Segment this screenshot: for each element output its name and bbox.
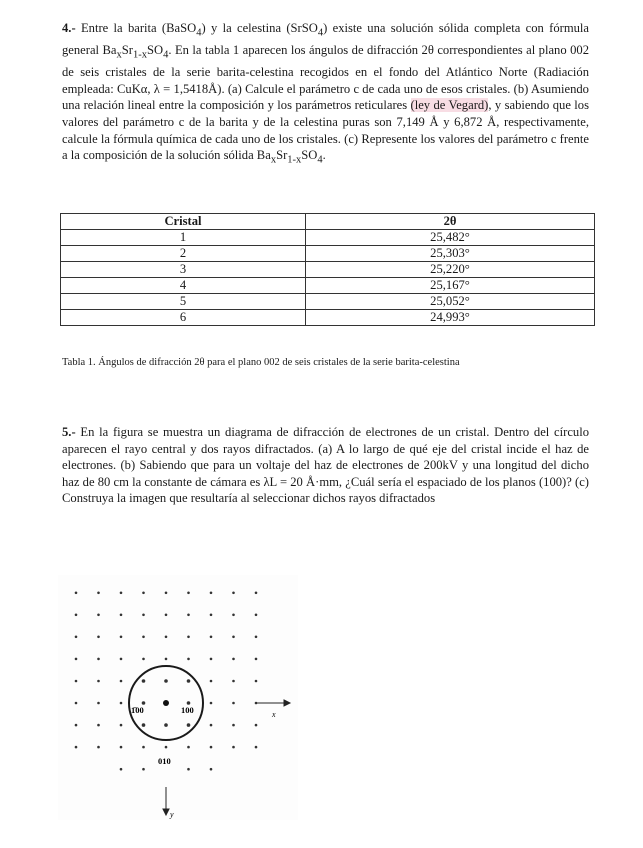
- diffraction-spot: [210, 658, 213, 661]
- diffraction-spot: [255, 614, 258, 617]
- diffraction-spot: [75, 724, 78, 727]
- diffraction-spot: [232, 592, 235, 595]
- table-cell-angle: 25,482°: [306, 230, 595, 246]
- p4-seg6: . En la tabla 1 aparecen los ángulos de difracción 2θ correspondientes al plano 002 de seis cristales de la serie barita-celestina recogidos en el fondo del Atlántico Norte (Radiación empleada: CuKα, λ = 1,5418Å). (a) Calcule el parámetro: [62, 43, 589, 96]
- diffraction-spot: [187, 592, 190, 595]
- diffraction-spot: [210, 746, 213, 749]
- table-cell-cristal: 2: [61, 246, 306, 262]
- diffraction-spot: [255, 724, 258, 727]
- table-cell-cristal: 1: [61, 230, 306, 246]
- p4-sub: x: [116, 49, 122, 61]
- diffraction-spot: [120, 724, 123, 727]
- label-100: 100: [181, 705, 194, 715]
- diffraction-spot: [97, 592, 100, 595]
- diffraction-spot: [164, 723, 168, 727]
- diffraction-spot: [187, 746, 190, 749]
- diffraction-spot: [142, 768, 145, 771]
- diffraction-spot: [164, 679, 168, 683]
- diffraction-spot: [210, 680, 213, 683]
- p4-seg12: .: [322, 148, 326, 163]
- diffraction-spot: [142, 679, 146, 683]
- diffraction-spot: [120, 768, 123, 771]
- label-010: 010: [158, 756, 171, 766]
- diffraction-spot: [187, 636, 190, 639]
- p4-seg10: Sr: [276, 148, 288, 163]
- diffraction-spot: [97, 702, 100, 705]
- problem-5-body: En la figura se muestra un diagrama de difracción de electrones de un cristal. Dentro del círculo aparecen el rayo central y dos rayos difractados. (a) A lo largo de qué eje del cristal incide el haz de electrones. (b) Sabiendo que para un voltaje del haz de electrones de 200kV y una longitud del dicho haz de 80 cm la constante de cámara es λL = 20 Å·mm, ¿Cuál sería el espaciado de los planos (100)? (c) Construya la imagen que resultaría al seleccionar dichos rayos difractados: [62, 425, 589, 506]
- diffraction-spot: [232, 746, 235, 749]
- p4-sub: 1-x: [132, 49, 147, 61]
- problem-4-text: [62, 20, 589, 169]
- x-axis-label: x: [272, 710, 276, 719]
- problem-5-number: 5.-: [62, 425, 76, 439]
- p4-seg9: , y sabiendo que los valores del parámetro c de la barita y de la celestina puras son 7,149 Å y 6,872 Å, respectivamente, calcule la fórmula química de cada uno de los cristales. (c) Represente los valores del parámetro c frente a la composición de la solución sólida Ba: [62, 98, 589, 163]
- diffraction-spot: [165, 746, 168, 749]
- diffraction-spot: [120, 636, 123, 639]
- p4-sub: 1-x: [287, 154, 302, 166]
- table-header-row: [61, 214, 595, 230]
- diffraction-spot: [255, 636, 258, 639]
- diffraction-spot: [232, 636, 235, 639]
- p4-sub: 4: [317, 27, 324, 39]
- problem-4-number: 4.-: [62, 21, 76, 35]
- diffraction-spot: [75, 614, 78, 617]
- table-row: [61, 310, 595, 326]
- diffraction-spot: [142, 636, 145, 639]
- p4-sub: 4: [196, 27, 202, 39]
- diffraction-spot: [142, 614, 145, 617]
- diffraction-spots: [75, 592, 258, 771]
- diffraction-spot: [255, 658, 258, 661]
- diffraction-spot: [97, 636, 100, 639]
- diffraction-table: [60, 213, 595, 326]
- diffraction-spot: [142, 746, 145, 749]
- diffraction-spot: [120, 658, 123, 661]
- table-cell-angle: 25,167°: [306, 278, 595, 294]
- diffraction-spot: [232, 702, 235, 705]
- p4-seg3: ) existe una solución sólida completa con fórmula general Ba: [62, 21, 590, 58]
- problem-5-text: [62, 424, 589, 507]
- table-cell-cristal: 4: [61, 278, 306, 294]
- p4-seg1: Entre la barita (BaSO: [75, 21, 197, 35]
- table-row: [61, 246, 595, 262]
- table-cell-cristal: 6: [61, 310, 306, 326]
- p4-seg5: SO: [146, 43, 164, 58]
- diffraction-spot: [165, 658, 168, 661]
- diffraction-spot: [75, 746, 78, 749]
- diffraction-spot: [120, 614, 123, 617]
- central-beam-spot: [163, 700, 169, 706]
- diffraction-spot: [187, 768, 190, 771]
- table-cell-angle: 24,993°: [306, 310, 595, 326]
- diffraction-spot: [232, 724, 235, 727]
- p4-sub: 4: [317, 154, 323, 166]
- p4-seg4: Sr: [121, 43, 133, 58]
- p4-sub: x: [270, 154, 277, 166]
- diffraction-spot: [255, 680, 258, 683]
- diffraction-spot: [97, 724, 100, 727]
- table-cell-angle: 25,303°: [306, 246, 595, 262]
- p4-highlight-vegard: (ley de Vegard): [410, 98, 489, 113]
- diffraction-spot: [210, 724, 213, 727]
- diffraction-pattern-figure: [58, 575, 298, 820]
- table-row: [61, 278, 595, 294]
- diffraction-spot: [142, 592, 145, 595]
- diffraction-spot: [232, 658, 235, 661]
- diffraction-spot: [75, 702, 78, 705]
- diffraction-spot: [120, 680, 123, 683]
- table-row: [61, 230, 595, 246]
- diffraction-spot: [187, 658, 190, 661]
- diffraction-spot: [75, 680, 78, 683]
- table-cell-angle: 25,220°: [306, 262, 595, 278]
- diffraction-spot: [255, 746, 258, 749]
- diffraction-spot: [210, 614, 213, 617]
- label-minus-100: 1̄00: [131, 705, 144, 715]
- diffraction-spot: [187, 723, 191, 727]
- p4-sub: 4: [163, 49, 169, 61]
- diffraction-spot: [187, 679, 191, 683]
- table-cell-cristal: 5: [61, 294, 306, 310]
- table-header-2theta: 2θ: [306, 214, 595, 230]
- diffraction-spot: [142, 658, 145, 661]
- diffraction-spot: [210, 768, 213, 771]
- diffraction-spot: [165, 592, 168, 595]
- diffraction-spot: [165, 614, 168, 617]
- diffraction-spot: [142, 723, 146, 727]
- table-cell-cristal: 3: [61, 262, 306, 278]
- y-axis-label: y: [170, 810, 174, 819]
- diffraction-spot: [210, 592, 213, 595]
- diffraction-spot: [120, 702, 123, 705]
- diffraction-spot: [97, 614, 100, 617]
- table-header-cristal: Cristal: [61, 214, 306, 230]
- table-caption: Tabla 1. Ángulos de difracción 2θ para el plano 002 de seis cristales de la serie barita-celestina: [62, 357, 460, 368]
- diffraction-spot: [255, 592, 258, 595]
- diffraction-spot: [187, 614, 190, 617]
- p4-seg11: SO: [301, 148, 318, 163]
- p4-seg2: ) y la celestina (SrSO: [201, 21, 318, 35]
- table-row: [61, 262, 595, 278]
- diffraction-spot: [75, 658, 78, 661]
- diffraction-spot: [75, 636, 78, 639]
- x-axis-arrow: [256, 700, 290, 706]
- diffraction-spot: [165, 636, 168, 639]
- diffraction-spot: [75, 592, 78, 595]
- diffraction-spot: [232, 614, 235, 617]
- table-row: [61, 294, 595, 310]
- p4-seg7: c de cada uno de esos cristales. (b) Asumiendo una relación lineal entre la composición y los parámetros reticulares: [62, 81, 589, 113]
- diffraction-spot: [232, 680, 235, 683]
- y-axis-arrow: [163, 787, 169, 815]
- diffraction-spot: [97, 658, 100, 661]
- diffraction-spot: [210, 636, 213, 639]
- diffraction-spot: [97, 680, 100, 683]
- diffraction-spot: [120, 592, 123, 595]
- diffraction-spot: [210, 702, 213, 705]
- diffraction-spot: [120, 746, 123, 749]
- diffraction-spot: [97, 746, 100, 749]
- table-cell-angle: 25,052°: [306, 294, 595, 310]
